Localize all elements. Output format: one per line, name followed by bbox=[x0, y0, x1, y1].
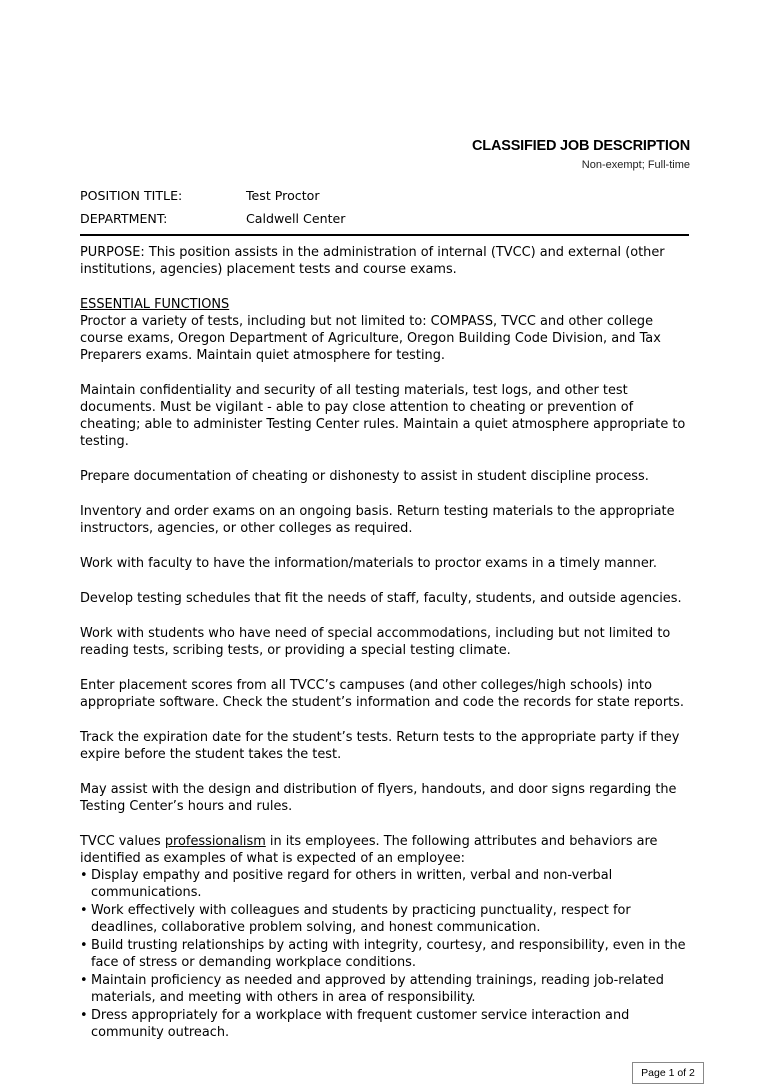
page-number: Page 1 of 2 bbox=[632, 1062, 704, 1084]
paragraph: Inventory and order exams on an ongoing basis. Return testing materials to the appropriate instructors, agencies, or other colleges as required. bbox=[80, 504, 675, 536]
employment-type: Non-exempt; Full-time bbox=[581, 159, 690, 171]
list-item: • Build trusting relationships by acting with integrity, courtesy, and responsibility, even in the face of stress or demanding workplace conditions. bbox=[80, 937, 694, 971]
paragraph: Work with faculty to have the information/materials to proctor exams in a timely manner. bbox=[80, 556, 657, 571]
professionalism-term: professionalism bbox=[164, 834, 266, 849]
paragraph: Track the expiration date for the student’s tests. Return tests to the appropriate party if they expire before the student takes the test. bbox=[80, 730, 680, 762]
field-value: Caldwell Center bbox=[246, 211, 346, 226]
field-value: Test Proctor bbox=[246, 188, 320, 203]
list-item: • Work effectively with colleagues and students by practicing punctuality, respect for deadlines, collaborative problem solving, and honest communication. bbox=[80, 902, 694, 936]
field-label: DEPARTMENT: bbox=[80, 211, 168, 226]
paragraph: Enter placement scores from all TVCC’s campuses (and other colleges/high schools) into appropriate software. Check the student’s information and code the records for state reports. bbox=[80, 678, 684, 710]
list-item: • Display empathy and positive regard for others in written, verbal and non-verbal communications. bbox=[80, 867, 694, 901]
section-heading: ESSENTIAL FUNCTIONS bbox=[80, 297, 230, 312]
values-intro: TVCC values bbox=[80, 834, 165, 849]
document-title: CLASSIFIED JOB DESCRIPTION bbox=[472, 138, 690, 154]
divider bbox=[80, 234, 689, 236]
position-title-row bbox=[80, 188, 320, 203]
values-list bbox=[80, 867, 694, 1041]
paragraph: Prepare documentation of cheating or dishonesty to assist in student discipline process. bbox=[80, 469, 649, 484]
paragraph: Proctor a variety of tests, including but not limited to: COMPASS, TVCC and other college course exams, Oregon Department of Agriculture, Oregon Building Code Division, and Tax Preparers exams. Maintain quiet atmosphere for testing. bbox=[80, 314, 661, 363]
values-section bbox=[80, 833, 694, 1041]
spacer bbox=[80, 1042, 704, 1062]
paragraph: May assist with the design and distribution of flyers, handouts, and door signs regarding the Testing Center’s hours and rules. bbox=[80, 782, 677, 814]
values-intro-cont: in its employees. The following attributes and behaviors are identified as examples of what is expected of an employee: bbox=[80, 834, 658, 866]
list-item: • Maintain proficiency as needed and approved by attending trainings, reading job-related materials, and meeting with others in area of responsibility. bbox=[80, 972, 694, 1006]
department-row bbox=[80, 211, 345, 226]
page-flow bbox=[80, 244, 704, 1084]
purpose-paragraph: PURPOSE: This position assists in the administration of internal (TVCC) and external (other institutions, agencies) placement tests and course exams. bbox=[80, 245, 665, 277]
paragraph: Develop testing schedules that fit the needs of staff, faculty, students, and outside agencies. bbox=[80, 591, 682, 606]
field-label: POSITION TITLE: bbox=[80, 188, 183, 203]
paragraph: Maintain confidentiality and security of all testing materials, test logs, and other test documents. Must be vigilant - able to pay close attention to cheating or prevention of cheating; able to administer Testing Center rules. Maintain a quiet atmosphere appropriate to testing. bbox=[80, 383, 686, 449]
paragraph: Work with students who have need of special accommodations, including but not limited to reading tests, scribing tests, or providing a special testing climate. bbox=[80, 626, 671, 658]
document-body bbox=[80, 244, 694, 1042]
list-item: • Dress appropriately for a workplace with frequent customer service interaction and community outreach. bbox=[80, 1007, 694, 1041]
essential-functions-section bbox=[80, 296, 694, 364]
